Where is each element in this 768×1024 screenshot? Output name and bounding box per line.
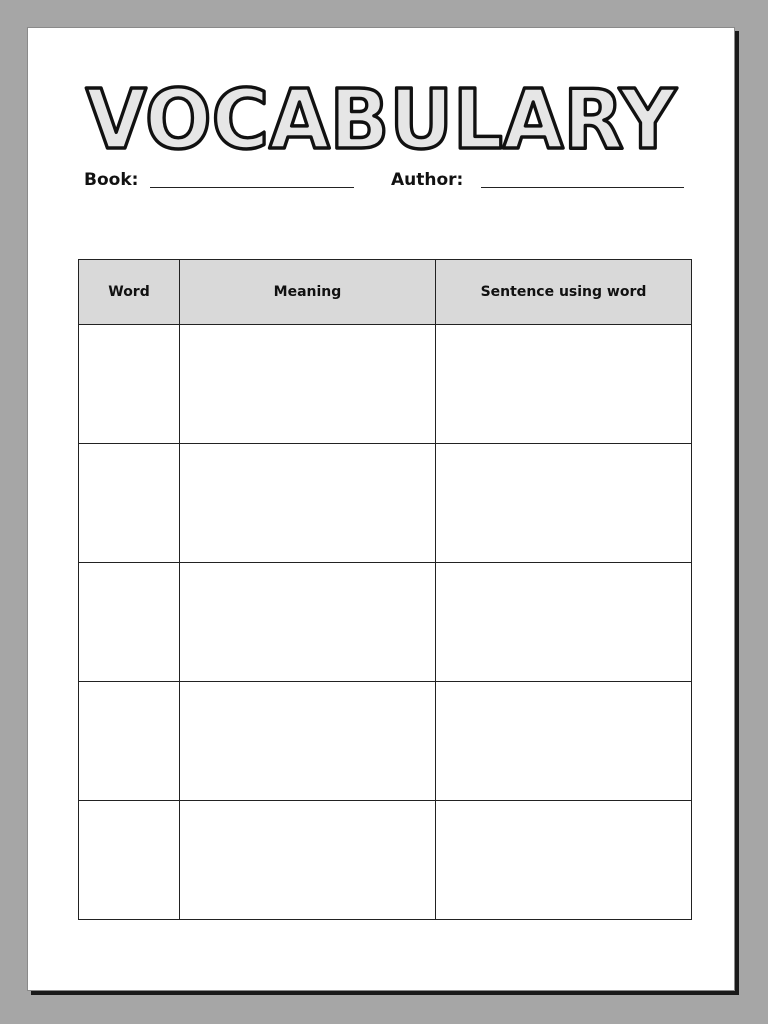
title-svg: [28, 68, 734, 158]
table-row: [79, 563, 692, 682]
word-cell[interactable]: [79, 682, 180, 801]
table-row: [79, 444, 692, 563]
sentence-cell[interactable]: [436, 563, 692, 682]
book-input-line[interactable]: [150, 187, 354, 188]
table-row: [79, 801, 692, 920]
title-text: VOCABULARY: [85, 72, 677, 158]
column-header-sentence: Sentence using word: [436, 260, 692, 325]
table-row: [79, 682, 692, 801]
table-header-row: [79, 260, 692, 325]
vocabulary-table: [78, 259, 692, 920]
author-input-line[interactable]: [481, 187, 684, 188]
book-label: Book:: [84, 170, 139, 190]
sentence-cell[interactable]: [436, 801, 692, 920]
sentence-cell[interactable]: [436, 682, 692, 801]
word-cell[interactable]: [79, 444, 180, 563]
word-cell[interactable]: [79, 563, 180, 682]
book-author-row: [28, 168, 734, 198]
meaning-cell[interactable]: [180, 563, 436, 682]
meaning-cell[interactable]: [180, 444, 436, 563]
word-cell[interactable]: [79, 325, 180, 444]
meaning-cell[interactable]: [180, 682, 436, 801]
author-label: Author:: [391, 170, 464, 190]
table-row: [79, 325, 692, 444]
worksheet-page: [27, 27, 735, 991]
word-cell[interactable]: [79, 801, 180, 920]
sentence-cell[interactable]: [436, 444, 692, 563]
column-header-word: Word: [79, 260, 180, 325]
meaning-cell[interactable]: [180, 325, 436, 444]
meaning-cell[interactable]: [180, 801, 436, 920]
column-header-meaning: Meaning: [180, 260, 436, 325]
sentence-cell[interactable]: [436, 325, 692, 444]
worksheet-title: [28, 68, 734, 158]
